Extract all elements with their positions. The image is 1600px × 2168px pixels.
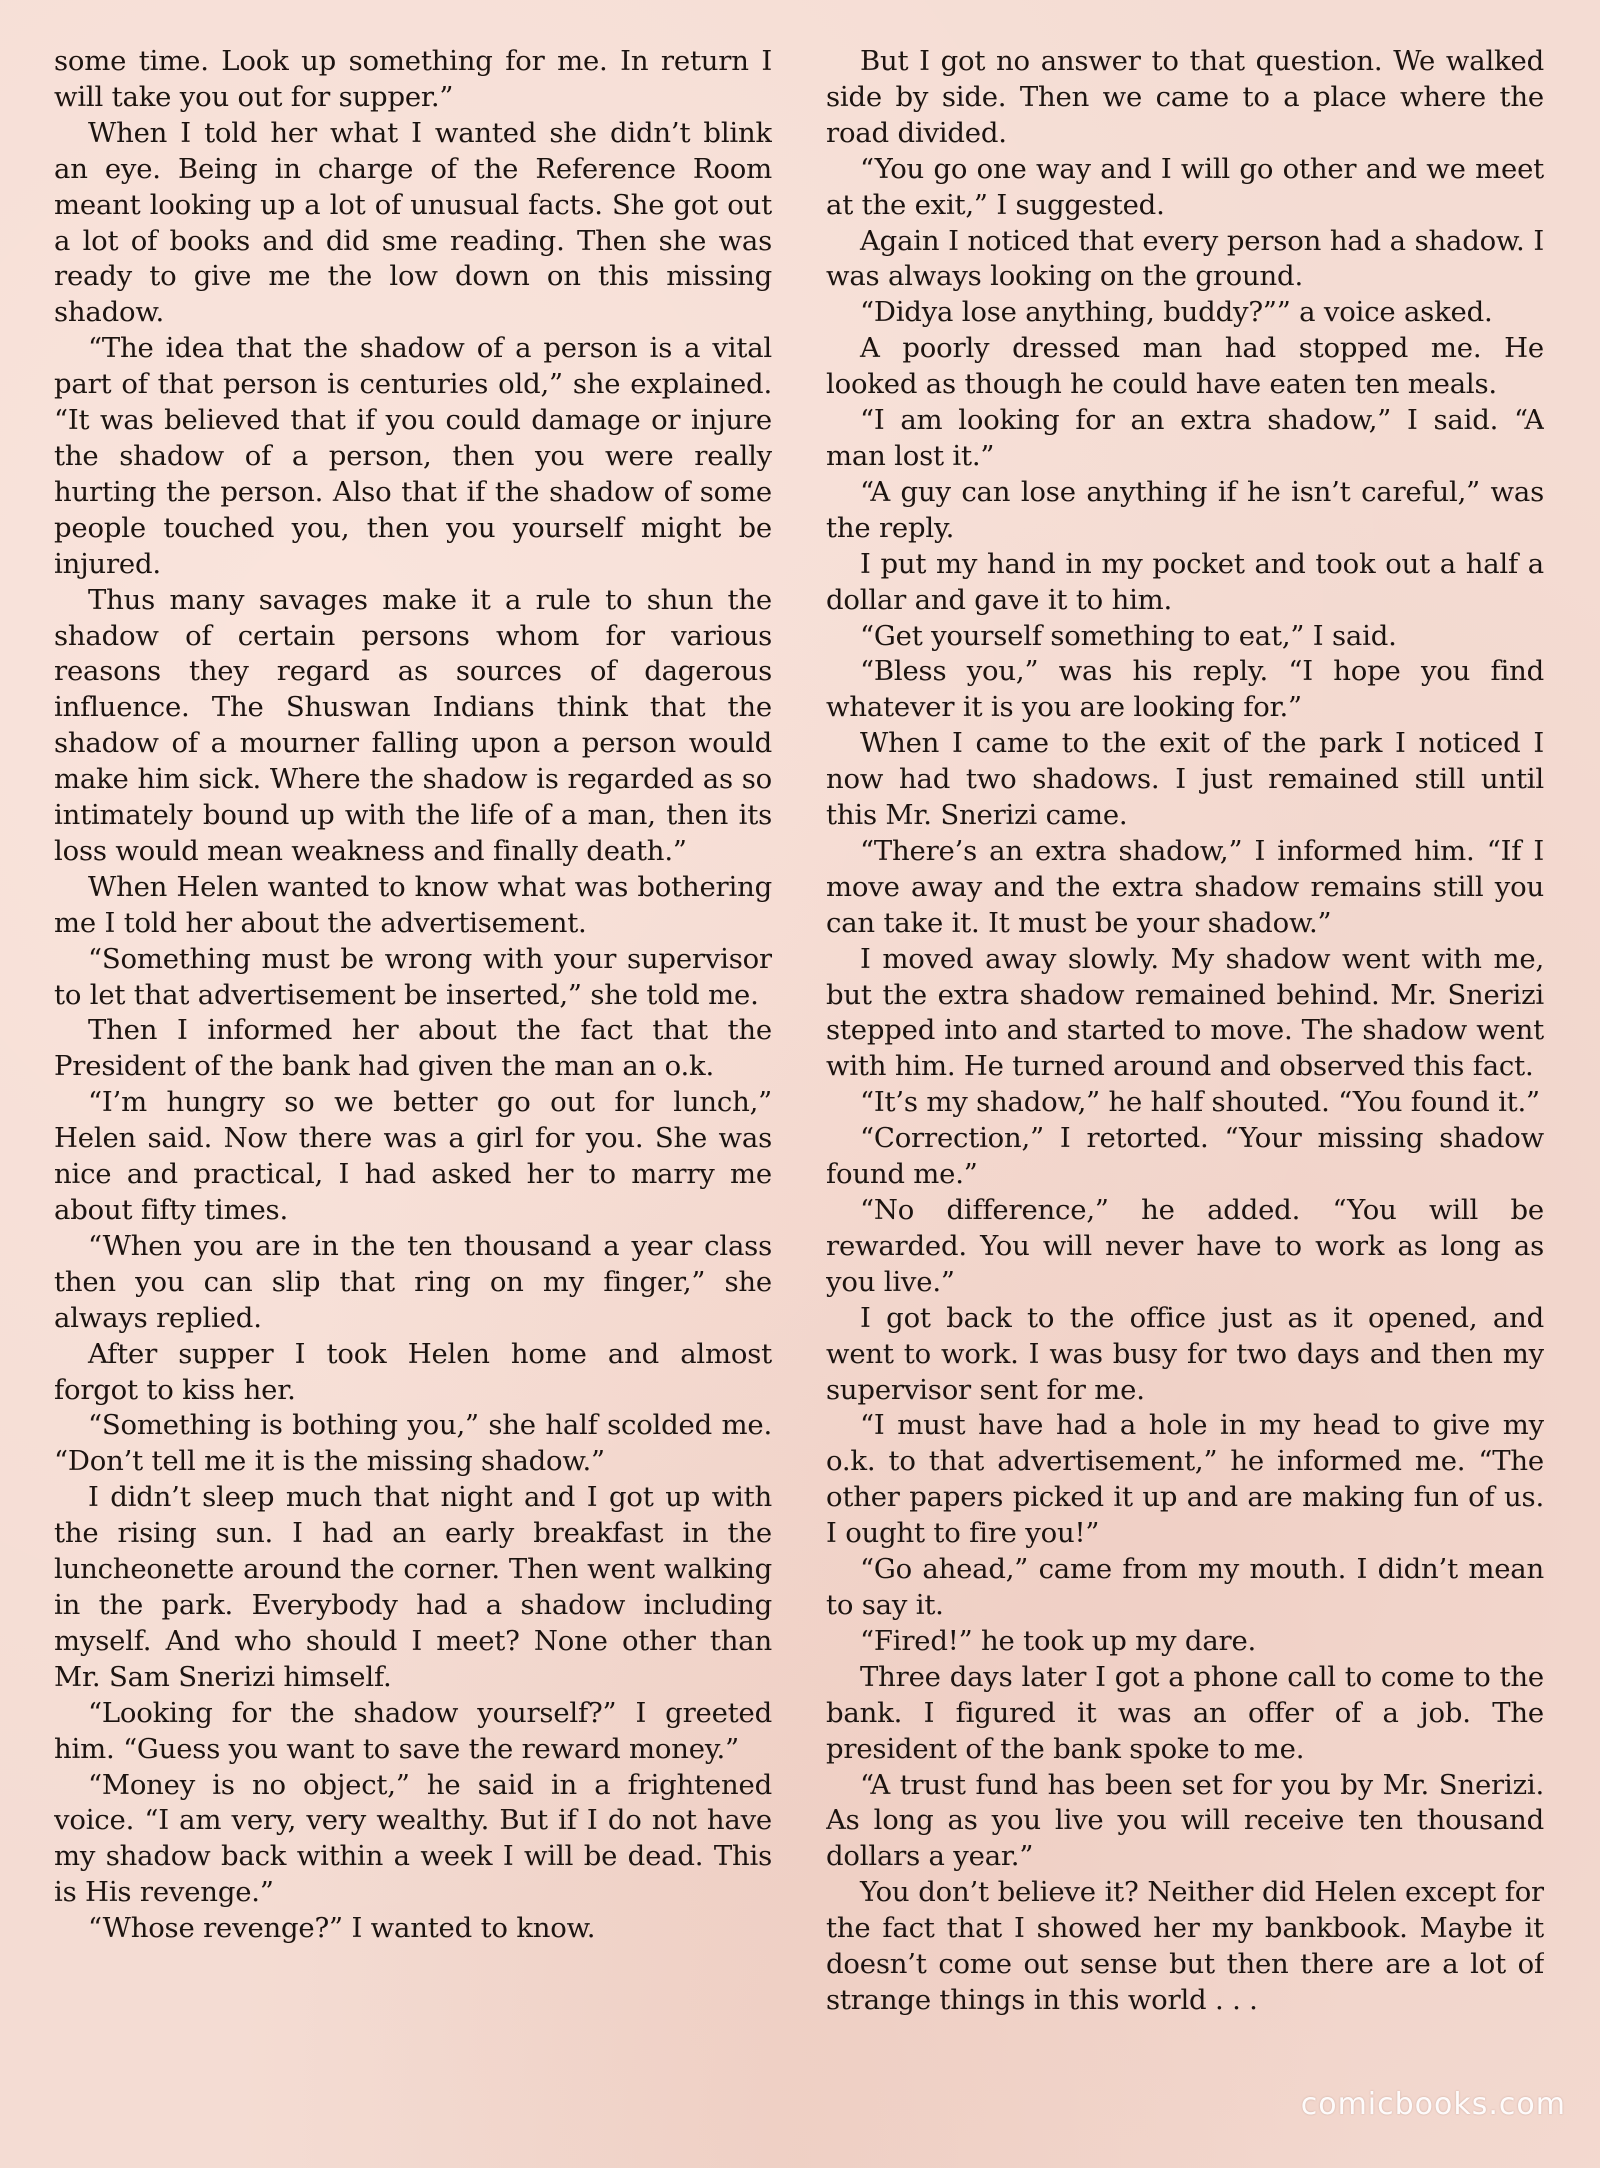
paragraph: “There’s an extra shadow,” I informed him. “If I move away and the extra shadow remains still you can take it. It must be your shadow.” (826, 834, 1544, 939)
paragraph: “I must have had a hole in my head to give my o.k. to that advertisement,” he informed me. “The other papers picked it up and are making fun of us. I ought to fire you!” (826, 1409, 1544, 1550)
paragraph: “No difference,” he added. “You will be rewarded. You will never have to work as long as you live.” (826, 1194, 1544, 1298)
paragraph: “Money is no object,” he said in a frightened voice. “I am very, very wealthy. But if I do not have my shadow back within a week I will be dead. This is His revenge.” (54, 1768, 772, 1909)
paragraph: “I’m hungry so we better go out for lunch,” Helen said. Now there was a girl for you. She was nice and practical, I had asked her to marry me about fifty times. (54, 1086, 772, 1226)
paragraph: “Bless you,” was his reply. “I hope you find whatever it is you are looking for.” (826, 655, 1544, 724)
paragraph: Three days later I got a phone call to come to the bank. I figured it was an offer of a job. The president of the bank spoke to me. (826, 1660, 1544, 1765)
paragraph: I moved away slowly. My shadow went with me, but the extra shadow remained behind. Mr. Snerizi stepped into and started to move. The shadow went with him. He turned around and observed this fact. (826, 942, 1544, 1083)
paragraph: “The idea that the shadow of a person is a vital part of that person is centuries old,” she explained. “It was believed that if you could damage or injure the shadow of a person, then you were really hurting the person. Also that if the shadow of some people touched you, then you yourself might be injured. (54, 332, 772, 580)
right-text-column (826, 44, 1544, 2084)
paragraph: some time. Look up something for me. In return I will take you out for supper.” (54, 45, 772, 113)
paragraph: Again I noticed that every person had a shadow. I was always looking on the ground. (826, 224, 1544, 293)
paragraph: You don’t believe it? Neither did Helen except for the fact that I showed her my bankbook. Maybe it doesn’t come out sense but then there are a lot of strange things in this world . . . (826, 1876, 1544, 2016)
paragraph: “Didya lose anything, buddy?”” a voice asked. (860, 296, 1493, 329)
paragraph: I got back to the office just as it opened, and went to work. I was busy for two days and then my supervisor sent for me. (826, 1301, 1544, 1406)
paragraph: “A guy can lose anything if he isn’t careful,” was the reply. (826, 475, 1544, 544)
paragraph: “A trust fund has been set for you by Mr. Snerizi. As long as you live you will receive ten thousand dollars a year.” (826, 1768, 1544, 1873)
paragraph: Then I informed her about the fact that the President of the bank had given the man an o.k. (54, 1014, 772, 1083)
paragraph: I didn’t sleep much that night and I got up with the rising sun. I had an early breakfast in the luncheonette around the corner. Then went walking in the park. Everybody had a shadow including myself. And who should I meet? None other than Mr. Sam Snerizi himself. (54, 1481, 772, 1693)
paragraph: “Go ahead,” came from my mouth. I didn’t mean to say it. (826, 1553, 1544, 1621)
paragraph: A poorly dressed man had stopped me. He looked as though he could have eaten ten meals. (826, 332, 1544, 401)
paragraph: When I told her what I wanted she didn’t blink an eye. Being in charge of the Reference Room meant looking up a lot of unusual facts. She got out a lot of books and did sme reading. Then she was ready to give me the low down on this missing shadow. (54, 116, 772, 329)
paragraph: Thus many savages make it a rule to shun the shadow of certain persons whom for various reasons they regard as sources of dagerous influence. The Shuswan Indians think that the shadow of a mourner falling upon a person would make him sick. Where the shadow is regarded as so intimately bound up with the life of a man, then its loss would mean weakness and finally death.” (54, 583, 772, 867)
paragraph: “It’s my shadow,” he half shouted. “You found it.” (860, 1086, 1540, 1119)
paragraph: I put my hand in my pocket and took out a half a dollar and gave it to him. (826, 547, 1544, 616)
paragraph: “Fired!” he took up my dare. (860, 1624, 1257, 1657)
paragraph: “I am looking for an extra shadow,” I said. “A man lost it.” (826, 404, 1544, 472)
paragraph: “You go one way and I will go other and we meet at the exit,” I suggested. (826, 152, 1544, 221)
paragraph: When I came to the exit of the park I noticed I now had two shadows. I just remained still until this Mr. Snerizi came. (826, 727, 1544, 832)
paragraph: “Whose revenge?” I wanted to know. (88, 1912, 596, 1945)
paragraph: “Get yourself something to eat,” I said. (860, 619, 1397, 652)
paragraph: “Something must be wrong with your supervisor to let that advertisement be inserted,” she told me. (54, 942, 772, 1011)
paragraph: “When you are in the ten thousand a year class then you can slip that ring on my finger,” she always replied. (54, 1229, 772, 1334)
paragraph: “Correction,” I retorted. “Your missing shadow found me.” (826, 1122, 1544, 1191)
paragraph: After supper I took Helen home and almost forgot to kiss her. (54, 1337, 772, 1406)
paragraph: “Something is bothing you,” she half scolded me. “Don’t tell me it is the missing shadow.” (54, 1409, 772, 1478)
paragraph: When Helen wanted to know what was bothering me I told her about the advertisement. (54, 870, 772, 939)
paragraph: But I got no answer to that question. We walked side by side. Then we came to a place where the road divided. (826, 45, 1544, 149)
paragraph: “Looking for the shadow yourself?” I greeted him. “Guess you want to save the reward money.” (54, 1696, 772, 1765)
site-watermark: comicbooks.com (1300, 2087, 1566, 2122)
left-text-column (54, 44, 772, 2084)
